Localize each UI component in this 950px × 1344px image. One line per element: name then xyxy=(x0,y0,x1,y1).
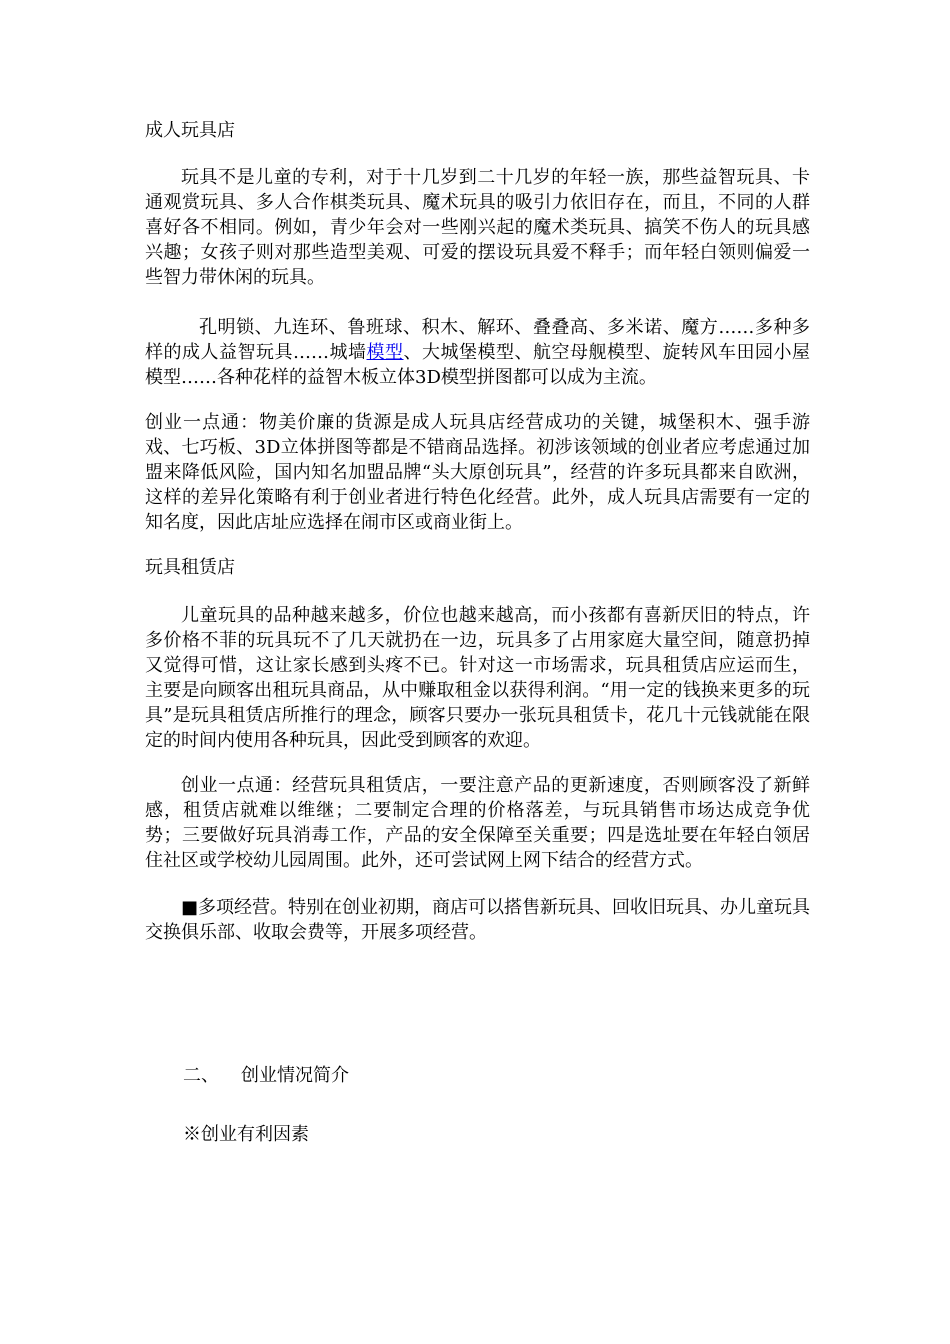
section-heading-business-intro xyxy=(183,1063,349,1088)
section-title-adult-toy-store: 成人玩具店 xyxy=(145,120,235,141)
section-heading-title: 创业情况简介 xyxy=(241,1065,349,1086)
paragraph-puzzle-toys xyxy=(145,315,810,390)
section-title-toy-rental: 玩具租赁店 xyxy=(145,557,235,578)
model-link[interactable]: 模型 xyxy=(366,342,404,363)
puzzle-toys-text-end: 、大城堡模型、航空母舰模型、旋转风车田园小屋模型……各种花样的益智木板立体3D模型拼图都可以成为主流。 xyxy=(145,342,810,388)
paragraph-multi-business: ■多项经营。特别在创业初期，商店可以搭售新玩具、回收旧玩具、办儿童玩具交换俱乐部、收取会费等，开展多项经营。 xyxy=(145,897,811,943)
paragraph-adult-toy-intro: 玩具不是儿童的专利，对于十几岁到二十几岁的年轻一族，那些益智玩具、卡通观赏玩具、多人合作棋类玩具、魔术玩具的吸引力依旧存在，而且，不同的人群喜好各不相同。例如，青少年会对一些刚兴起的魔术类玩具、搞笑不伤人的玩具感兴趣；女孩子则对那些造型美观、可爱的摆设玩具爱不释手；而年轻白领则偏爱一些智力带休闲的玩具。 xyxy=(145,167,810,288)
paragraph-adult-toy-tip: 创业一点通：物美价廉的货源是成人玩具店经营成功的关键，城堡积木、强手游戏、七巧板、3D立体拼图等都是不错商品选择。初涉该领域的创业者应考虑通过加盟来降低风险，国内知名加盟品牌“头大原创玩具”，经营的许多玩具都来自欧洲，这样的差异化策略有利于创业者进行特色化经营。此外，成人玩具店需要有一定的知名度，因此店址应选择在闹市区或商业街上。 xyxy=(145,412,810,533)
section-number: 二、 xyxy=(183,1065,219,1086)
puzzle-toys-text-start: 孔明锁、九连环、鲁班球、积木、解环、叠叠高、多米诺、魔方……多种多样的成人益智玩具……城墙 xyxy=(145,317,810,363)
paragraph-toy-rental-intro: 儿童玩具的品种越来越多，价位也越来越高，而小孩都有喜新厌旧的特点，许多价格不菲的玩具玩不了几天就扔在一边，玩具多了占用家庭大量空间，随意扔掉又觉得可惜，这让家长感到头疼不已。针对这一市场需求，玩具租赁店应运而生，主要是向顾客出租玩具商品，从中赚取租金以获得利润。“用一定的钱换来更多的玩具”是玩具租赁店所推行的理念，顾客只要办一张玩具租赁卡，花几十元钱就能在限定的时间内使用各种玩具，因此受到顾客的欢迎。 xyxy=(145,605,810,751)
subheading-favorable-factors: ※创业有利因素 xyxy=(183,1124,309,1145)
paragraph-toy-rental-tip: 创业一点通：经营玩具租赁店，一要注意产品的更新速度，否则顾客没了新鲜感，租赁店就难以维继；二要制定合理的价格落差，与玩具销售市场达成竞争优势；三要做好玩具消毒工作，产品的安全保障至关重要；四是选址要在年轻白领居住社区或学校幼儿园周围。此外，还可尝试网上网下结合的经营方式。 xyxy=(145,775,810,871)
